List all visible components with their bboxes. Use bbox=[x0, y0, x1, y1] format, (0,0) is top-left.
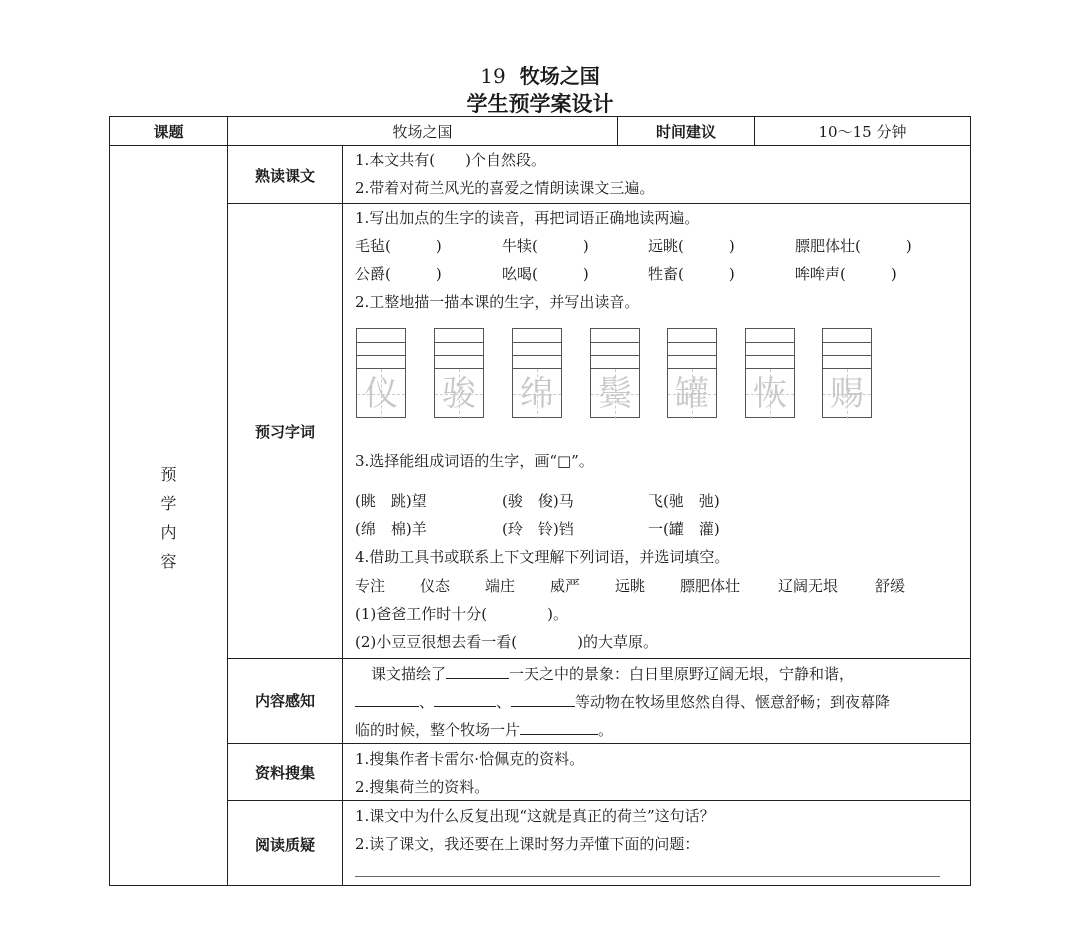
row-divider bbox=[109, 145, 971, 146]
vocab-word: 辽阔无垠 bbox=[778, 577, 839, 595]
time-value: 10～15 分钟 bbox=[818, 123, 907, 141]
choice-item[interactable]: (眺 跳)望 bbox=[355, 492, 427, 510]
tracing-grid[interactable] bbox=[356, 328, 406, 418]
vocab-word: 端庄 bbox=[485, 577, 516, 595]
row-divider bbox=[227, 800, 971, 801]
section-label-read: 熟读课文 bbox=[254, 167, 315, 185]
side-char: 内 bbox=[160, 523, 177, 542]
section-label-words: 预习字词 bbox=[254, 423, 315, 441]
words-q2: 2.工整地描一描本课的生字，并写出读音。 bbox=[355, 293, 640, 311]
read-line-2: 2.带着对荷兰风光的喜爱之情朗读课文三遍。 bbox=[355, 179, 655, 197]
tracing-grid[interactable] bbox=[590, 328, 640, 418]
choice-item[interactable]: (骏 俊)马 bbox=[502, 492, 574, 510]
choice-item[interactable]: 飞(驰 弛) bbox=[648, 492, 720, 510]
read-line-1: 1.本文共有( )个自然段。 bbox=[355, 151, 547, 169]
trace-char: 罐 bbox=[675, 374, 709, 414]
lesson-title bbox=[0, 60, 1080, 89]
vocab-word: 膘肥体壮 bbox=[680, 577, 741, 595]
content-line-2: 、 、 等动物在牧场里悠然自得、惬意舒畅；到夜幕降 bbox=[355, 692, 890, 712]
blank-1[interactable] bbox=[446, 664, 509, 679]
pinyin-item: 毛毡( ) bbox=[355, 237, 442, 255]
trace-char: 骏 bbox=[442, 374, 476, 414]
content-line-3: 临的时候，整个牧场一片 。 bbox=[355, 721, 614, 739]
question-line-1: 1.课文中为什么反复出现“这就是真正的荷兰”这句话？ bbox=[355, 807, 715, 825]
blank-3[interactable] bbox=[434, 692, 496, 707]
pinyin-item: 哞哞声( ) bbox=[795, 265, 897, 283]
words-q4: 4.借助工具书或联系上下文理解下列词语，并选词填空。 bbox=[355, 548, 730, 566]
content-line-1: 课文描绘了 一天之中的景象：白日里原野辽阔无垠，宁静和谐， bbox=[371, 665, 855, 683]
pinyin-item: 牛犊( ) bbox=[502, 237, 589, 255]
choice-item[interactable]: (玲 铃)铛 bbox=[502, 520, 574, 538]
trace-char: 恢 bbox=[753, 374, 787, 414]
tracing-grid[interactable] bbox=[822, 328, 872, 418]
research-line-1: 1.搜集作者卡雷尔·恰佩克的资料。 bbox=[355, 750, 585, 768]
pinyin-item: 吆喝( ) bbox=[502, 265, 589, 283]
choice-item[interactable]: 一(罐 灌) bbox=[648, 520, 720, 538]
words-q3: 3.选择能组成词语的生字，画“□”。 bbox=[355, 452, 594, 470]
question-line-2: 2.读了课文，我还要在上课时努力弄懂下面的问题： bbox=[355, 835, 700, 853]
side-char: 预 bbox=[160, 465, 177, 484]
section-label-research: 资料搜集 bbox=[254, 764, 315, 782]
trace-char: 仪 bbox=[364, 374, 398, 414]
tracing-grid[interactable] bbox=[434, 328, 484, 418]
answer-line[interactable] bbox=[355, 876, 940, 877]
trace-char: 绵 bbox=[520, 374, 554, 414]
blank-2[interactable] bbox=[355, 692, 419, 707]
vocab-word: 远眺 bbox=[615, 577, 646, 595]
fill-sentence-2: (2)小豆豆很想去看一看( )的大草原。 bbox=[355, 633, 658, 651]
page-subtitle: 学生预学案设计 bbox=[466, 92, 614, 116]
lesson-number: 19 bbox=[480, 64, 506, 88]
lesson-name: 牧场之国 bbox=[519, 64, 600, 88]
section-label-questions: 阅读质疑 bbox=[254, 836, 315, 854]
choice-item[interactable]: (绵 棉)羊 bbox=[355, 520, 427, 538]
side-char: 容 bbox=[160, 552, 177, 571]
side-char: 学 bbox=[160, 494, 177, 513]
side-label bbox=[110, 460, 227, 576]
col-divider bbox=[342, 145, 343, 886]
time-label: 时间建议 bbox=[655, 123, 716, 141]
vocab-word: 仪态 bbox=[420, 577, 451, 595]
trace-char: 鬓 bbox=[598, 374, 632, 414]
fill-sentence-1: (1)爸爸工作时十分( )。 bbox=[355, 605, 568, 623]
vocab-word: 舒缓 bbox=[875, 577, 906, 595]
section-label-content: 内容感知 bbox=[254, 692, 315, 710]
blank-4[interactable] bbox=[511, 692, 575, 707]
words-q1: 1.写出加点的生字的读音，再把词语正确地读两遍。 bbox=[355, 209, 700, 227]
topic-value: 牧场之国 bbox=[392, 123, 453, 141]
vocab-word: 威严 bbox=[550, 577, 581, 595]
row-divider bbox=[227, 658, 971, 659]
tracing-grid[interactable] bbox=[667, 328, 717, 418]
pinyin-item: 公爵( ) bbox=[355, 265, 442, 283]
pinyin-item: 牲畜( ) bbox=[648, 265, 735, 283]
pinyin-item: 膘肥体壮( ) bbox=[795, 237, 912, 255]
row-divider bbox=[227, 743, 971, 744]
trace-char: 赐 bbox=[830, 374, 864, 414]
vocab-word: 专注 bbox=[355, 577, 386, 595]
tracing-grid[interactable] bbox=[745, 328, 795, 418]
research-line-2: 2.搜集荷兰的资料。 bbox=[355, 778, 490, 796]
pinyin-item: 远眺( ) bbox=[648, 237, 735, 255]
row-divider bbox=[227, 203, 971, 204]
topic-label: 课题 bbox=[153, 123, 184, 141]
tracing-grid[interactable] bbox=[512, 328, 562, 418]
blank-5[interactable] bbox=[520, 720, 598, 735]
